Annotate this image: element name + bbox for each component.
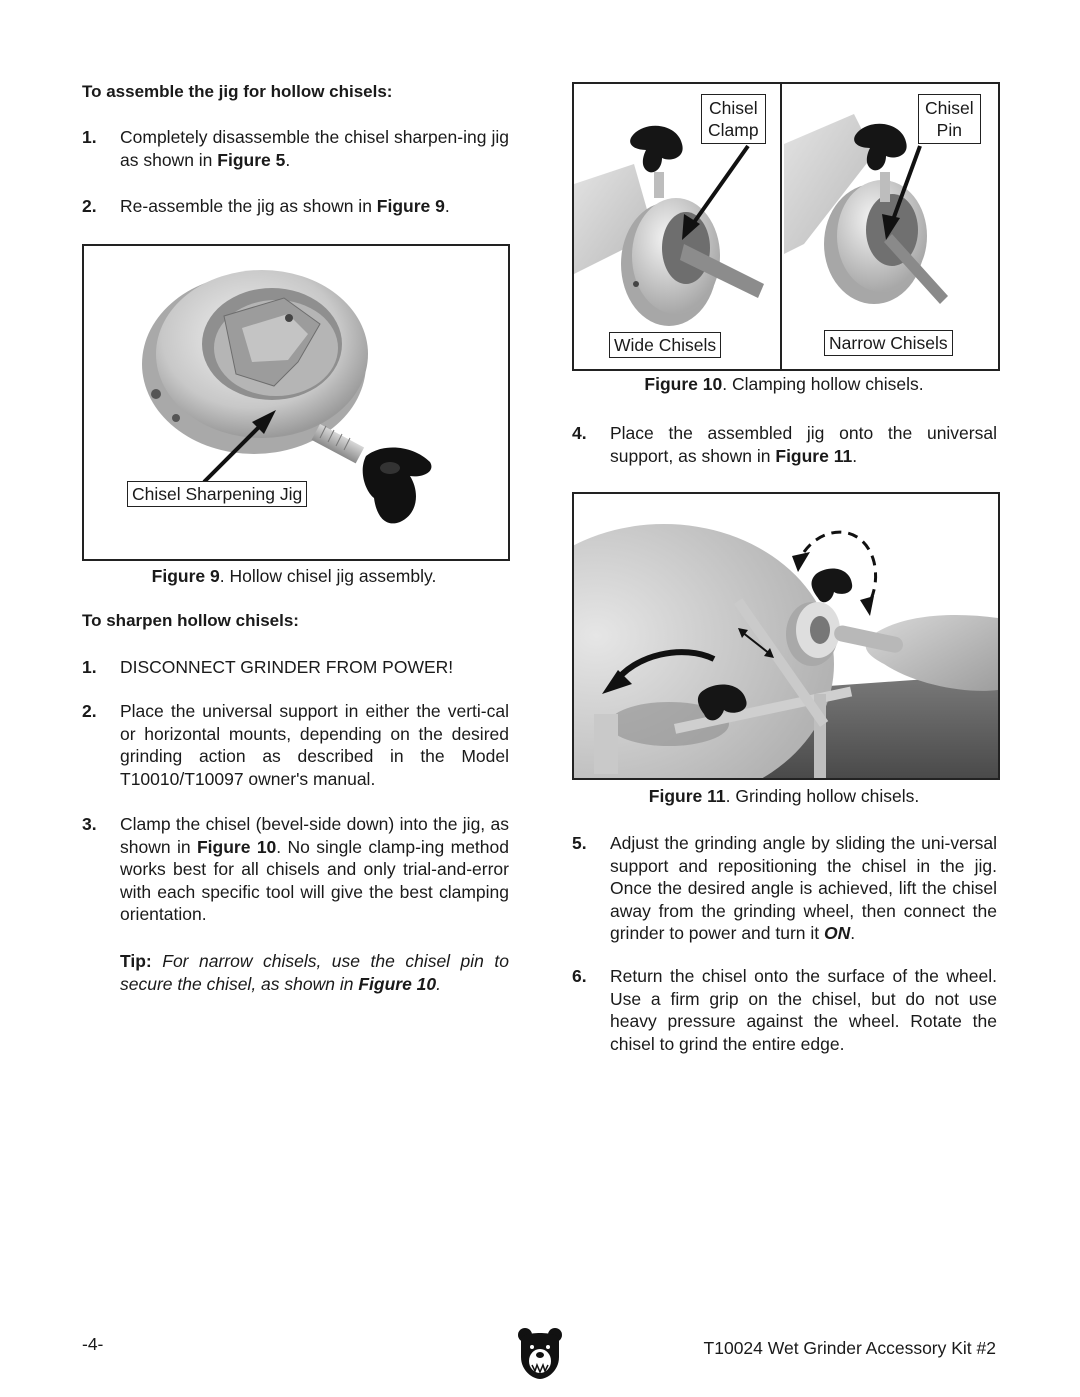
label-wide-chisels: Wide Chisels <box>609 332 721 358</box>
figure-9-frame <box>82 244 510 561</box>
heading-assemble: To assemble the jig for hollow chisels: <box>82 82 393 101</box>
chisel-jig-photo <box>84 246 508 559</box>
callout-chisel-sharpening-jig: Chisel Sharpening Jig <box>127 481 307 507</box>
figure-11-frame <box>572 492 1000 780</box>
wide-chisel-photo <box>574 126 764 326</box>
document-title: T10024 Wet Grinder Accessory Kit #2 <box>703 1338 996 1358</box>
tip-text: Tip: For narrow chisels, use the chisel pin to secure the chisel, as shown in Figure 10. <box>120 951 509 994</box>
callout-chisel-clamp: Chisel Clamp <box>701 94 766 144</box>
figure-10-caption: Figure 10. Clamping hollow chisels. <box>644 374 924 394</box>
label-narrow-chisels: Narrow Chisels <box>824 330 953 356</box>
page-number: -4- <box>82 1334 104 1354</box>
figure-9-caption: Figure 9. Hollow chisel jig assembly. <box>151 566 437 586</box>
figure-11-caption: Figure 11. Grinding hollow chisels. <box>648 786 920 806</box>
grinding-photo <box>574 494 998 778</box>
heading-sharpen: To sharpen hollow chisels: <box>82 611 299 630</box>
callout-chisel-pin: Chisel Pin <box>918 94 981 144</box>
bear-logo-icon <box>517 1327 563 1379</box>
